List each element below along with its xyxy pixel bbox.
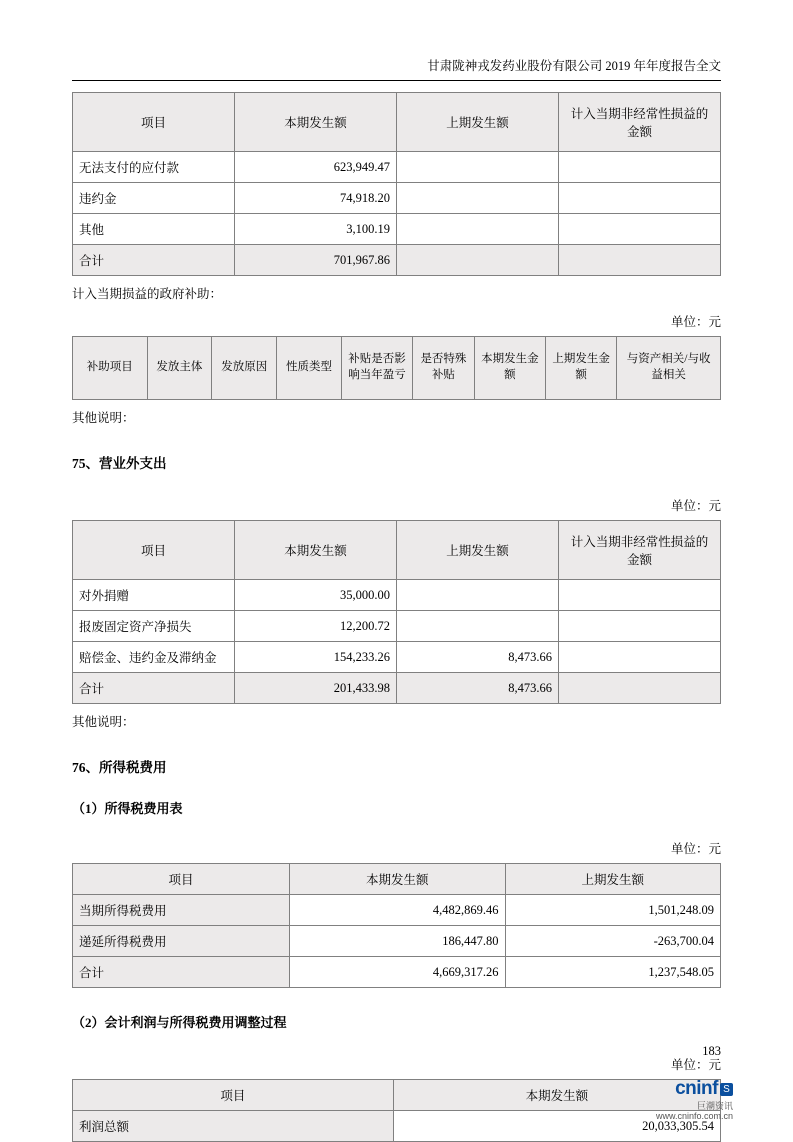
- subsection-title-76-2: （2）会计利润与所得税费用调整过程: [72, 1015, 287, 1030]
- table-profit-tax-reconciliation: [72, 1079, 721, 1142]
- column-header: 计入当期非经常性损益的金额: [559, 93, 721, 152]
- row-label: 利润总额: [73, 1111, 394, 1142]
- unit-label: 单位：元: [670, 499, 721, 513]
- table-header-row: [73, 1080, 721, 1111]
- column-header: 补助项目: [73, 337, 148, 400]
- cninfo-logo-subtitle: 巨潮资讯: [696, 1100, 733, 1111]
- table-row: [73, 1111, 721, 1142]
- column-header: 性质类型: [277, 337, 342, 400]
- row-label: 合计: [73, 957, 290, 988]
- column-header: 发放原因: [212, 337, 277, 400]
- column-header: 上期发生额: [397, 93, 559, 152]
- table-row: [73, 895, 721, 926]
- table-nonoperating-expense: [72, 520, 721, 704]
- table-row-total: [73, 245, 721, 276]
- page-number: 183: [702, 1044, 721, 1058]
- column-header: 上期发生额: [505, 864, 720, 895]
- cell-current: 4,482,869.46: [290, 895, 505, 926]
- cell-prior: 8,473.66: [397, 642, 559, 673]
- table-row-total: [73, 673, 721, 704]
- cell-prior: [397, 214, 559, 245]
- unit-label: 单位：元: [670, 1058, 721, 1072]
- row-label: 违约金: [73, 183, 235, 214]
- cell-nonrecurring: [559, 214, 721, 245]
- row-label: 合计: [73, 245, 235, 276]
- table-income-tax-expense: [72, 863, 721, 988]
- cell-current: 623,949.47: [235, 152, 397, 183]
- cell-current: 701,967.86: [235, 245, 397, 276]
- table-header-row: [73, 521, 721, 580]
- cell-current: 154,233.26: [235, 642, 397, 673]
- column-header: 本期发生额: [393, 1080, 720, 1111]
- column-header: 与资产相关/与收益相关: [617, 337, 721, 400]
- page-content: [72, 92, 721, 1142]
- table-row: [73, 183, 721, 214]
- cell-prior: [397, 611, 559, 642]
- table-row: [73, 152, 721, 183]
- table-row: [73, 642, 721, 673]
- table-row: [73, 926, 721, 957]
- cell-prior: [397, 580, 559, 611]
- table-row-total: [73, 957, 721, 988]
- cell-nonrecurring: [559, 611, 721, 642]
- gov-grant-intro: 计入当期损益的政府补助：: [72, 287, 223, 301]
- row-label: 其他: [73, 214, 235, 245]
- cell-nonrecurring: [559, 580, 721, 611]
- table-header-row: [73, 864, 721, 895]
- cell-prior: [397, 245, 559, 276]
- cell-prior: 1,237,548.05: [505, 957, 720, 988]
- cell-nonrecurring: [559, 673, 721, 704]
- column-header: 补贴是否影响当年盈亏: [341, 337, 412, 400]
- table-header-row: [73, 93, 721, 152]
- row-label: 当期所得税费用: [73, 895, 290, 926]
- cell-current: 186,447.80: [290, 926, 505, 957]
- column-header: 本期发生额: [235, 93, 397, 152]
- page-header: 甘肃陇神戎发药业股份有限公司 2019 年年度报告全文: [427, 59, 721, 73]
- cell-current: 74,918.20: [235, 183, 397, 214]
- table-nonoperating-income: [72, 92, 721, 276]
- column-header: 上期发生额: [397, 521, 559, 580]
- cell-current: 35,000.00: [235, 580, 397, 611]
- row-label: 报废固定资产净损失: [73, 611, 235, 642]
- column-header: 本期发生额: [235, 521, 397, 580]
- cell-current: 12,200.72: [235, 611, 397, 642]
- cninfo-logo-url: www.cninfo.com.cn: [655, 1111, 733, 1122]
- cell-prior: -263,700.04: [505, 926, 720, 957]
- cell-nonrecurring: [559, 152, 721, 183]
- section-title-76: 76、所得税费用: [72, 760, 167, 775]
- column-header: 项目: [73, 1080, 394, 1111]
- header-divider: [72, 80, 721, 81]
- table-header-row: [73, 337, 721, 400]
- cell-nonrecurring: [559, 183, 721, 214]
- table-row: [73, 214, 721, 245]
- section-title-75: 75、营业外支出: [72, 456, 167, 471]
- cell-nonrecurring: [559, 642, 721, 673]
- row-label: 赔偿金、违约金及滞纳金: [73, 642, 235, 673]
- cell-prior: 1,501,248.09: [505, 895, 720, 926]
- unit-label: 单位：元: [670, 315, 721, 329]
- column-header: 本期发生金额: [474, 337, 545, 400]
- table-government-grants: [72, 336, 721, 400]
- column-header: 项目: [73, 93, 235, 152]
- column-header: 项目: [73, 864, 290, 895]
- column-header: 本期发生额: [290, 864, 505, 895]
- cell-prior: 8,473.66: [397, 673, 559, 704]
- row-label: 递延所得税费用: [73, 926, 290, 957]
- cell-nonrecurring: [559, 245, 721, 276]
- unit-label: 单位：元: [670, 842, 721, 856]
- other-note: 其他说明：: [72, 715, 135, 729]
- row-label: 对外捐赠: [73, 580, 235, 611]
- column-header: 项目: [73, 521, 235, 580]
- cell-current: 20,033,305.54: [393, 1111, 720, 1142]
- cninfo-logo-mark: S: [720, 1083, 733, 1096]
- cninfo-logo-text: cninf: [675, 1078, 718, 1099]
- column-header: 发放主体: [147, 337, 212, 400]
- table-row: [73, 580, 721, 611]
- column-header: 是否特殊补贴: [413, 337, 475, 400]
- cell-current: 3,100.19: [235, 214, 397, 245]
- table-row: [73, 611, 721, 642]
- row-label: 无法支付的应付款: [73, 152, 235, 183]
- cell-prior: [397, 152, 559, 183]
- cell-prior: [397, 183, 559, 214]
- footer-logo: [656, 1078, 733, 1122]
- column-header: 计入当期非经常性损益的金额: [559, 521, 721, 580]
- row-label: 合计: [73, 673, 235, 704]
- other-note: 其他说明：: [72, 411, 135, 425]
- cell-current: 4,669,317.26: [290, 957, 505, 988]
- subsection-title-76-1: （1）所得税费用表: [72, 801, 183, 816]
- cell-current: 201,433.98: [235, 673, 397, 704]
- column-header: 上期发生金额: [545, 337, 616, 400]
